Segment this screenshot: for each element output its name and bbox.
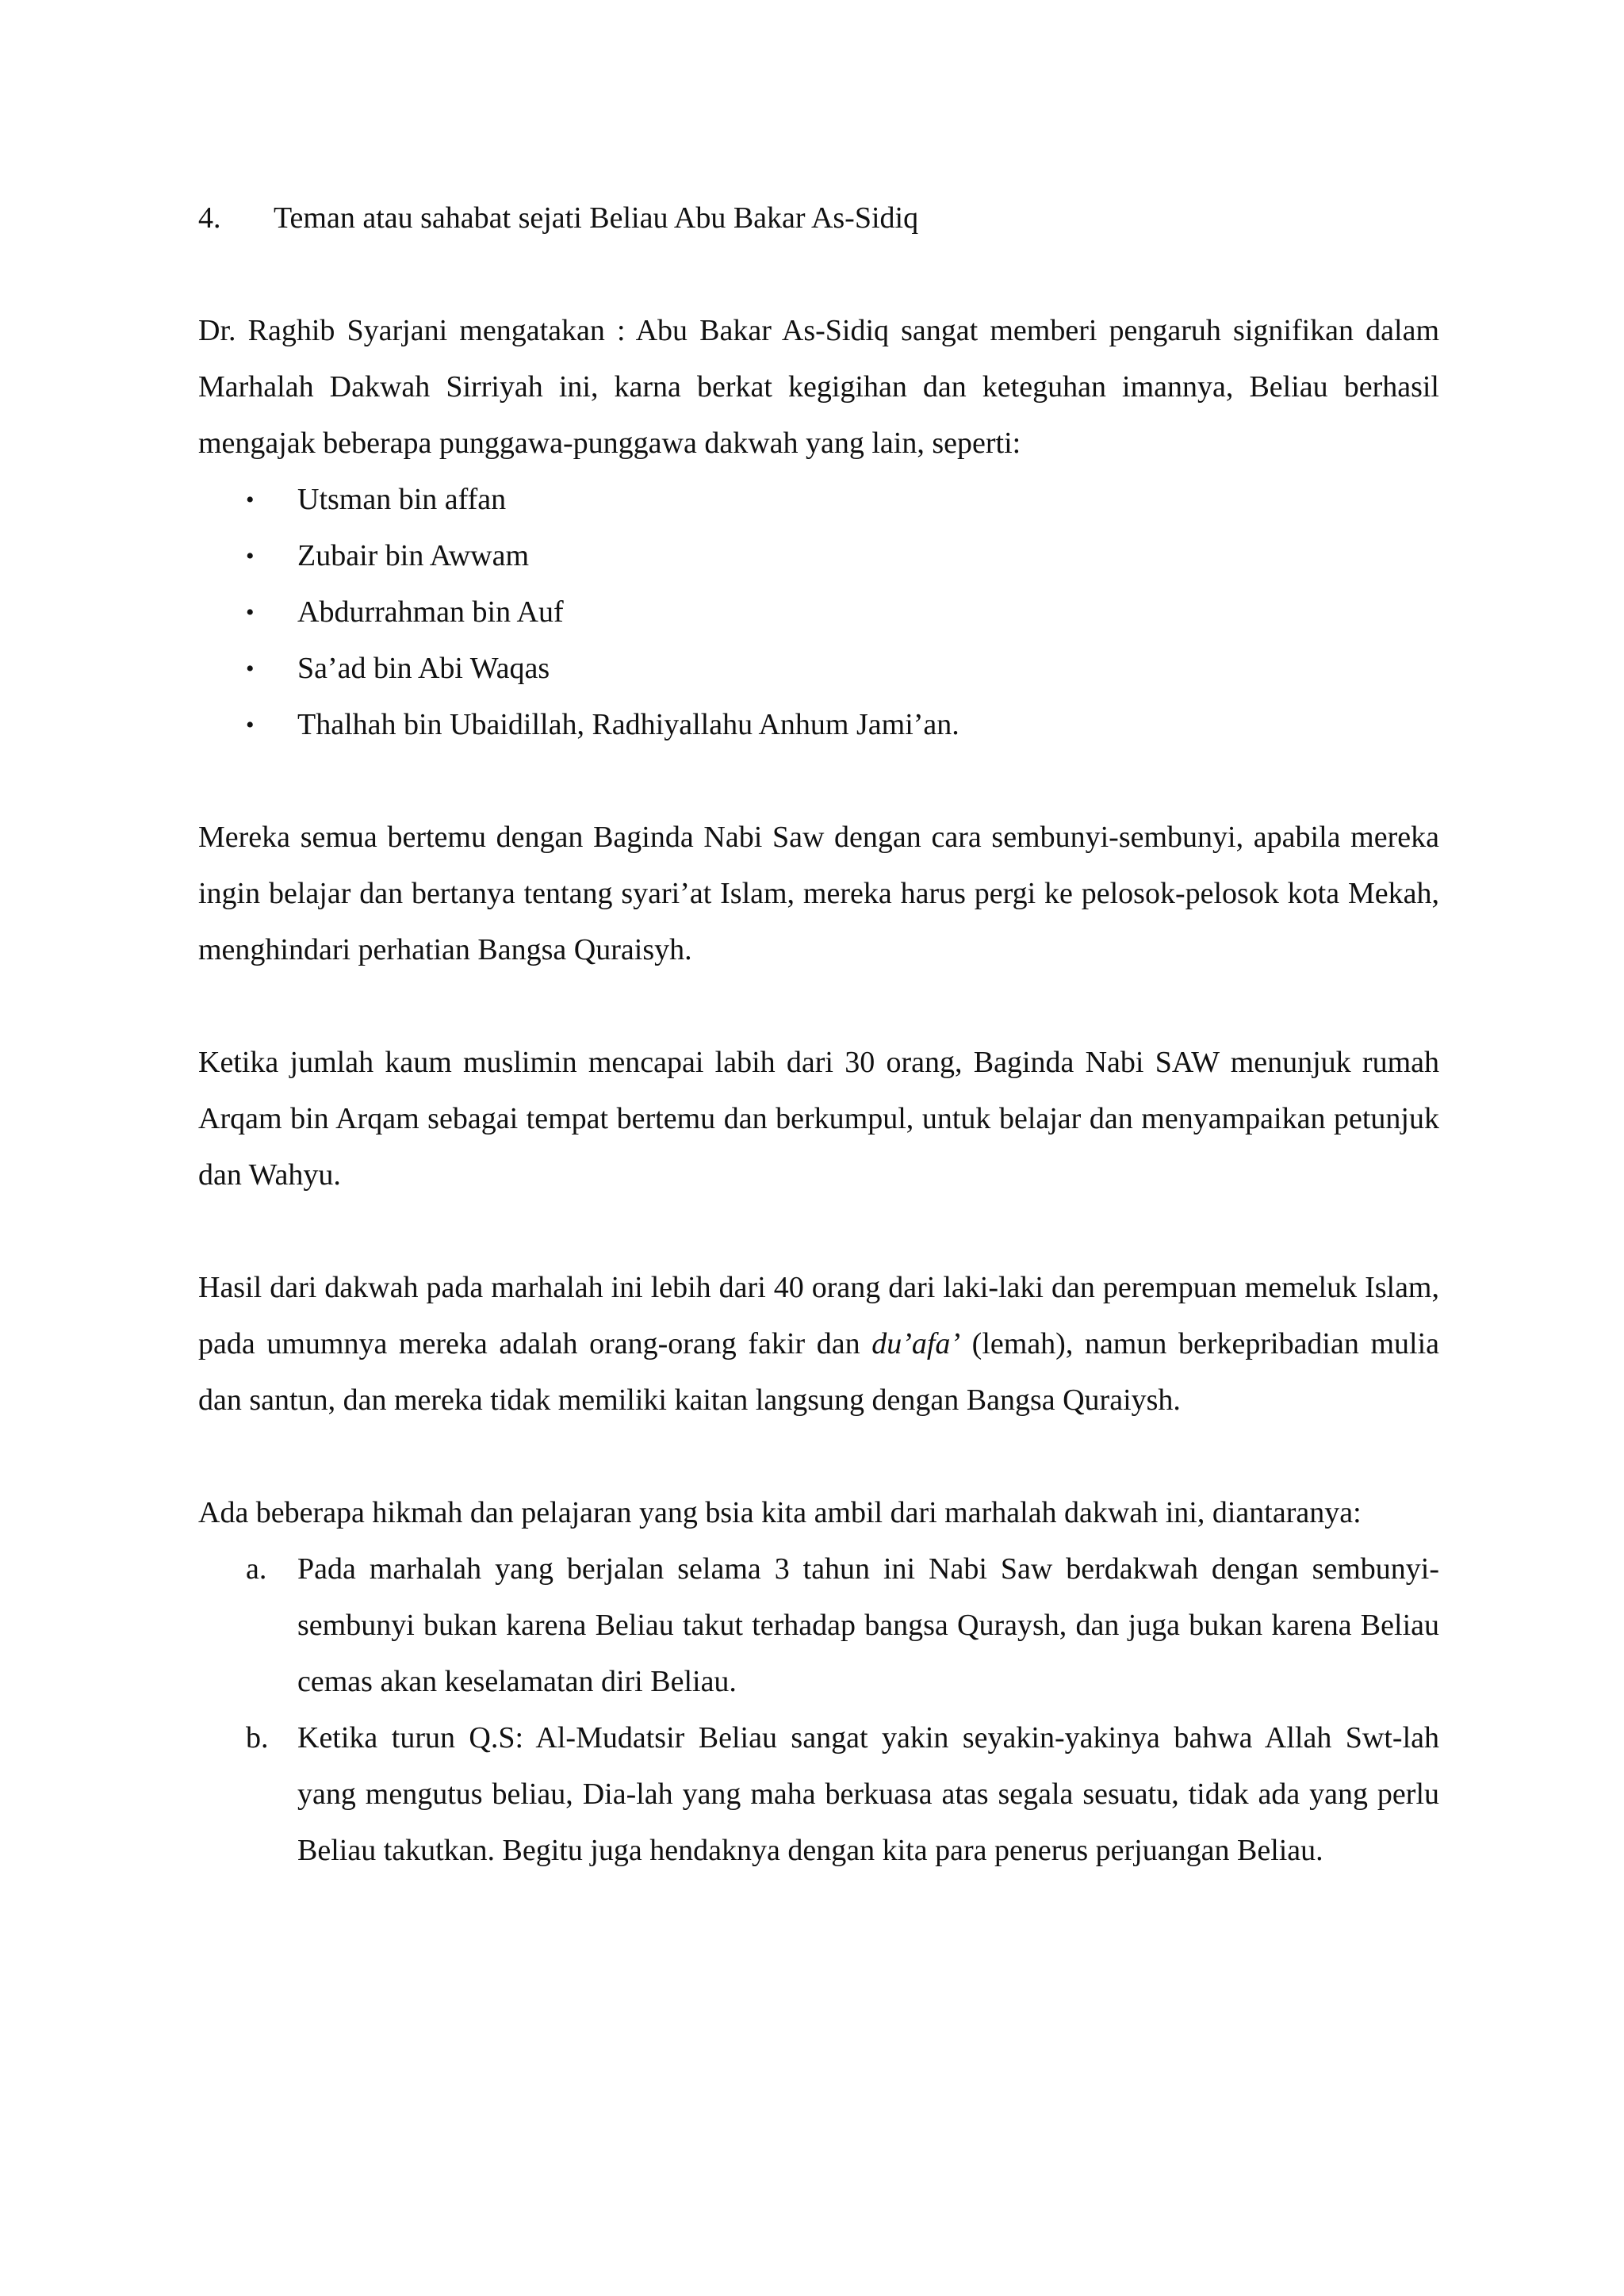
list-item: [198, 1710, 1439, 1879]
list-item: [198, 1541, 1439, 1710]
intro-paragraph: Dr. Raghib Syarjani mengatakan : Abu Bakar As-Sidiq sangat memberi pengaruh signifikan dalam Marhalah Dakwah Sirriyah ini, karna berkat kegigihan dan keteguhan imannya, Beliau berhasil mengajak beberapa punggawa-punggawa dakwah yang lain, seperti:: [198, 314, 1439, 460]
section-number: 4.: [198, 201, 221, 235]
list-marker: a.: [246, 1552, 267, 1586]
list-item-text: Abdurrahman bin Auf: [297, 595, 564, 629]
list-item-text: Zubair bin Awwam: [297, 539, 530, 572]
bullet-icon: •: [246, 712, 255, 738]
list-item: [198, 641, 1439, 697]
list-item-text: Utsman bin affan: [297, 483, 507, 516]
list-item: [198, 584, 1439, 641]
bullet-icon: •: [246, 599, 255, 626]
spacer: [198, 978, 1439, 1035]
lessons-list: [198, 1541, 1439, 1879]
companions-list: [198, 472, 1439, 753]
list-item: [198, 472, 1439, 528]
section-title: Teman atau sahabat sejati Beliau Abu Bakar As-Sidiq: [274, 201, 919, 235]
paragraph-results: [198, 1260, 1439, 1429]
section-heading: [198, 190, 1439, 247]
italic-term: du’afa’: [871, 1327, 961, 1360]
document-body: [198, 190, 1439, 1879]
bullet-icon: •: [246, 656, 255, 682]
list-marker: b.: [246, 1721, 269, 1755]
paragraph-lessons-intro: Ada beberapa hikmah dan pelajaran yang bsia kita ambil dari marhalah dakwah ini, diantaranya:: [198, 1496, 1362, 1529]
bullet-icon: •: [246, 543, 255, 569]
paragraph-arqam-house: Ketika jumlah kaum muslimin mencapai labih dari 30 orang, Baginda Nabi SAW menunjuk rumah Arqam bin Arqam sebagai tempat bertemu dan berkumpul, untuk belajar dan menyampaikan petunjuk dan Wahyu.: [198, 1046, 1439, 1192]
paragraph-results-text-end: (lemah), namun berkepribadian mulia dan santun, dan mereka tidak memiliki kaitan langsung dengan Bangsa Quraiysh.: [198, 1327, 1439, 1417]
list-item: [198, 697, 1439, 753]
list-item-text: Sa’ad bin Abi Waqas: [297, 652, 550, 685]
paragraph-results-text: Hasil dari dakwah pada marhalah ini lebih dari 40 orang dari laki-laki dan perempuan memeluk Islam, pada umumnya mereka adalah orang-orang fakir dan: [198, 1271, 1439, 1360]
bullet-icon: •: [246, 487, 255, 513]
spacer: [198, 753, 1439, 809]
paragraph-meeting: Mereka semua bertemu dengan Baginda Nabi Saw dengan cara sembunyi-sembunyi, apabila mereka ingin belajar dan bertanya tentang syari’at Islam, mereka harus pergi ke pelosok-pelosok kota Mekah, menghindari perhatian Bangsa Quraisyh.: [198, 821, 1439, 966]
list-item: [198, 528, 1439, 584]
list-item-text: Ketika turun Q.S: Al-Mudatsir Beliau sangat yakin seyakin-yakinya bahwa Allah Swt-lah yang mengutus beliau, Dia-lah yang maha berkuasa atas segala sesuatu, tidak ada yang perlu Beliau takutkan. Begitu juga hendaknya dengan kita para penerus perjuangan Beliau.: [297, 1721, 1439, 1867]
list-item-text: Thalhah bin Ubaidillah, Radhiyallahu Anhum Jami’an.: [297, 708, 959, 741]
spacer: [198, 1429, 1439, 1485]
spacer: [198, 1203, 1439, 1260]
spacer: [198, 247, 1439, 303]
list-item-text: Pada marhalah yang berjalan selama 3 tahun ini Nabi Saw berdakwah dengan sembunyi-sembunyi bukan karena Beliau takut terhadap bangsa Quraysh, dan juga bukan karena Beliau cemas akan keselamatan diri Beliau.: [297, 1552, 1439, 1698]
